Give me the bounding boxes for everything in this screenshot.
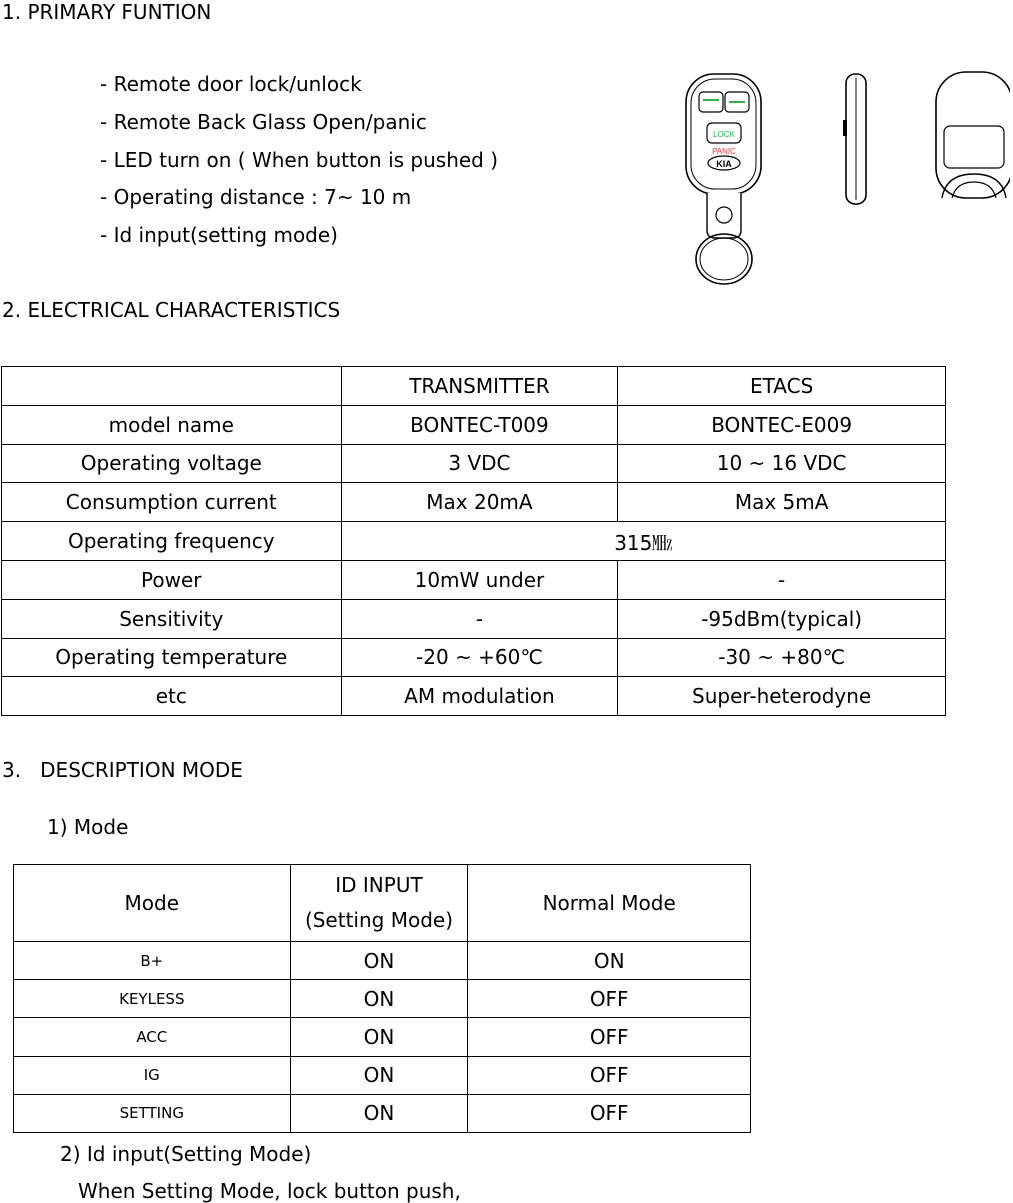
id-input-value: ON <box>290 1018 468 1056</box>
fob-kia-logo: KIA <box>716 159 732 169</box>
header-cell: Normal Mode <box>468 865 751 942</box>
transmitter-value: Max 20mA <box>341 483 618 522</box>
table-row <box>2 560 946 599</box>
row-label: Operating voltage <box>2 444 342 483</box>
header-cell-line: ID INPUT <box>335 873 423 897</box>
table-row <box>14 1056 751 1094</box>
function-item: - Remote Back Glass Open/panic <box>100 110 427 134</box>
etacs-value: Super-heterodyne <box>618 677 946 716</box>
id-input-value: ON <box>290 942 468 980</box>
fob-panic-label: PANIC <box>712 147 736 156</box>
fob-lock-label: LOCK <box>713 130 735 139</box>
id-input-value: ON <box>290 1094 468 1132</box>
section1-heading: 1. PRIMARY FUNTION <box>2 0 212 24</box>
normal-mode-value: OFF <box>468 1056 751 1094</box>
shared-value: 315㎒ <box>341 522 945 561</box>
mode-table <box>13 864 751 1133</box>
function-item: - Remote door lock/unlock <box>100 72 362 96</box>
table-row <box>14 1018 751 1056</box>
row-label: Operating frequency <box>2 522 342 561</box>
table-row <box>2 677 946 716</box>
id-input-value: ON <box>290 980 468 1018</box>
id-input-value: ON <box>290 1056 468 1094</box>
normal-mode-value: OFF <box>468 1094 751 1132</box>
header-cell <box>2 367 342 406</box>
etacs-value: -30 ~ +80℃ <box>618 638 946 677</box>
row-label: etc <box>2 677 342 716</box>
table-row <box>2 522 946 561</box>
mode-label: IG <box>14 1056 291 1094</box>
setting-mode-subheading: 2) Id input(Setting Mode) <box>60 1142 312 1166</box>
row-label: Sensitivity <box>2 599 342 638</box>
mode-subheading: 1) Mode <box>47 815 129 839</box>
etacs-value: BONTEC-E009 <box>618 405 946 444</box>
header-cell: Mode <box>14 865 291 942</box>
normal-mode-value: ON <box>468 942 751 980</box>
normal-mode-value: OFF <box>468 980 751 1018</box>
table-row <box>14 980 751 1018</box>
function-item: - Id input(setting mode) <box>100 223 338 247</box>
etacs-value: Max 5mA <box>618 483 946 522</box>
fob-back-view <box>936 72 1010 198</box>
table-row <box>2 483 946 522</box>
table-header-row <box>14 865 751 942</box>
table-row <box>14 942 751 980</box>
key-fob-illustration <box>680 70 1010 290</box>
row-label: model name <box>2 405 342 444</box>
electrical-characteristics-table <box>1 366 946 716</box>
transmitter-value: 10mW under <box>341 560 618 599</box>
mode-label: B+ <box>14 942 291 980</box>
function-item: - LED turn on ( When button is pushed ) <box>100 148 499 172</box>
header-cell-line: (Setting Mode) <box>304 908 454 932</box>
normal-mode-value: OFF <box>468 1018 751 1056</box>
mode-label: SETTING <box>14 1094 291 1132</box>
mode-label: KEYLESS <box>14 980 291 1018</box>
row-label: Consumption current <box>2 483 342 522</box>
etacs-value: - <box>618 560 946 599</box>
table-row <box>14 1094 751 1132</box>
header-cell: TRANSMITTER <box>341 367 618 406</box>
table-row <box>2 638 946 677</box>
row-label: Power <box>2 560 342 599</box>
function-item: - Operating distance : 7~ 10 m <box>100 185 412 209</box>
transmitter-value: BONTEC-T009 <box>341 405 618 444</box>
transmitter-value: - <box>341 599 618 638</box>
etacs-value: 10 ~ 16 VDC <box>618 444 946 483</box>
fob-side-view <box>843 74 866 204</box>
table-header-row <box>2 367 946 406</box>
table-row <box>2 405 946 444</box>
mode-label: ACC <box>14 1018 291 1056</box>
transmitter-value: -20 ~ +60℃ <box>341 638 618 677</box>
setting-mode-text: When Setting Mode, lock button push, <box>78 1179 461 1203</box>
section2-heading: 2. ELECTRICAL CHARACTERISTICS <box>2 298 341 322</box>
header-cell <box>290 865 468 942</box>
header-cell: ETACS <box>618 367 946 406</box>
table-row <box>2 444 946 483</box>
table-row <box>2 599 946 638</box>
etacs-value: -95dBm(typical) <box>618 599 946 638</box>
section3-heading: 3. DESCRIPTION MODE <box>2 758 243 782</box>
transmitter-value: 3 VDC <box>341 444 618 483</box>
transmitter-value: AM modulation <box>341 677 618 716</box>
row-label: Operating temperature <box>2 638 342 677</box>
fob-front-view <box>686 74 761 284</box>
